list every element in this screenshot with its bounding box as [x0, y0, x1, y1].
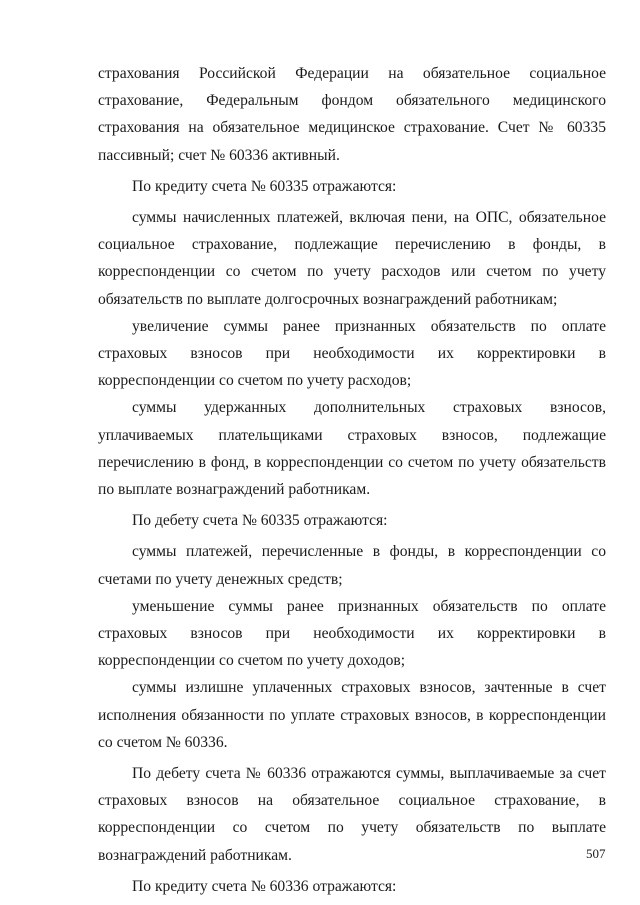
paragraph-overpaid-contributions: суммы излишне уплаченных страховых взносов, зачтенные в счет исполнения обязанности по уплате страховых взносов, в корреспонденции со счетом № 60336. [98, 679, 606, 751]
paragraph-withheld-contributions: суммы удержанных дополнительных страховых взносов, уплачиваемых плательщиками страховых взносов, подлежащие перечислению в фонд, в корреспонденции со счетом по учету обязательств по выплате вознаграждений работникам. [98, 399, 606, 499]
paragraph-debit-60335-heading: По дебету счета № 60335 отражаются: [132, 512, 388, 530]
paragraph-continuation: страхования Российской Федерации на обязательное социальное страхование, Федеральным фондом обязательного медицинского страхования на обязательное медицинское страхование. Счет № 60335 пассивный; счет № 60336 активный. [98, 65, 606, 164]
paragraph-credit-60336-heading: По кредиту счета № 60336 отражаются: [132, 877, 397, 895]
body-text [98, 60, 606, 904]
page-number: 507 [586, 846, 606, 861]
paragraph-credit-60335-heading: По кредиту счета № 60335 отражаются: [132, 177, 397, 195]
paragraph-obligation-decrease: уменьшение суммы ранее признанных обязательств по оплате страховых взносов при необходимости их корректировки в корреспонденции со счетом по учету доходов; [98, 597, 606, 670]
paragraph-transferred-payments: суммы платежей, перечисленные в фонды, в корреспонденции со счетами по учету денежных средств; [98, 543, 606, 588]
paragraph-debit-60336: По дебету счета № 60336 отражаются суммы, выплачиваемые за счет страховых взносов на обязательное социальное страхование, в корреспонденции со счетом по учету обязательств по выплате вознаграждений работникам. [98, 765, 606, 864]
paragraph-obligation-increase: увеличение суммы ранее признанных обязательств по оплате страховых взносов при необходимости их корректировки в корреспонденции со счетом по учету расходов; [98, 317, 606, 390]
paragraph-accrued-payments: суммы начисленных платежей, включая пени, на ОПС, обязательное социальное страхование, подлежащие перечислению в фонды, в корреспонденции со счетом по учету расходов или счетом по учету обязательств по выплате долгосрочных вознаграждений работникам; [98, 209, 606, 308]
